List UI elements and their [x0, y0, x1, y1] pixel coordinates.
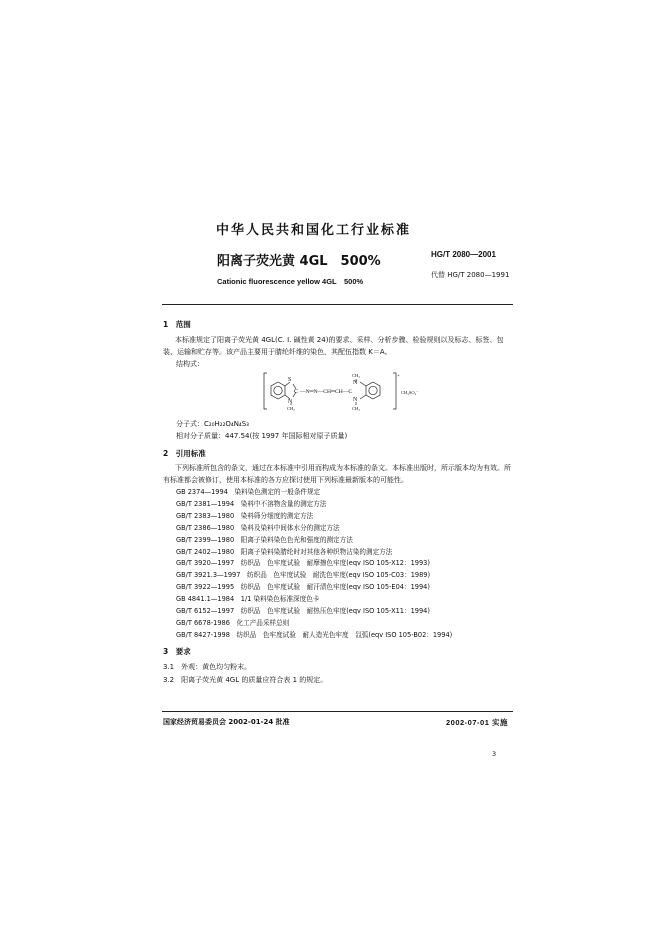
implementation-date: 2002-07-01 实施	[446, 718, 508, 727]
reference-item: GB/T 2402—1980 阳离子染料染腈纶时对其他各种织物沾染的测定方法	[176, 547, 393, 556]
structure-anion: CH₃SO₄⁻	[401, 390, 419, 395]
reference-item: GB/T 2399—1980 阳离子染料染色色光和强度的测定方法	[176, 535, 353, 544]
header-divider	[162, 304, 513, 305]
title-cn: 阳离子荧光黄 4GL 500%	[217, 254, 381, 269]
title-en: Cationic fluorescence yellow 4GL 500%	[217, 277, 364, 286]
reference-item: GB/T 3920—1997 纺织品 色牢度试验 耐摩擦色牢度(eqv ISO 105-X12：1993)	[176, 559, 430, 568]
reference-item: GB/T 6152—1997 纺织品 色牢度试验 耐热压色牢度(eqv ISO 105-X11：1994)	[176, 607, 430, 616]
requirement-3-2: 3.2 阳离子荧光黄 4GL 的质量应符合表 1 的规定。	[163, 676, 328, 684]
structure-n-atom-right: N	[353, 397, 358, 403]
reference-item: GB/T 3922—1995 纺织品 色牢度试验 耐汗渍色牢度(eqv ISO 105-E04：1994)	[176, 583, 430, 592]
section2-intro: 下列标准所包含的条文，通过在本标准中引用而构成为本标准的条文。本标准出版时，所示版本均为有效。所有标准都会被修订，使用本标准的各方应探讨使用下列标准最新版本的可能性。	[163, 464, 511, 484]
structure-charge: +	[397, 374, 400, 379]
reference-item: GB/T 8427-1998 纺织品 色牢度试验 耐人造光色牢度 氙弧(eqv ISO 105-B02：1994)	[176, 630, 453, 639]
structure-n-atom-right-top: N	[353, 380, 358, 386]
reference-item: GB/T 2383—1980 染料筛分细度的测定方法	[176, 511, 314, 520]
structure-c-atom-left: C	[294, 389, 299, 395]
requirement-3-1: 3.1 外观：黄色均匀粉末。	[163, 663, 252, 671]
reference-item: GB/T 2381—1994 染料中不溶物含量的测定方法	[176, 499, 327, 508]
footer-divider	[162, 711, 513, 712]
structure-chain: —N═N—CH═CH—C	[300, 389, 353, 395]
reference-list	[176, 487, 452, 642]
reference-item: GB/T 3921.3—1997 纺织品 色牢度试验 耐洗色牢度(eqv ISO 105-C03：1989)	[176, 571, 431, 580]
reference-item: GB 2374—1994 染料染色测定的一般条件规定	[176, 488, 321, 496]
reference-item: GB/T 6678-1986 化工产品采样总则	[176, 618, 290, 627]
structure-label: 结构式：	[176, 360, 204, 368]
standard-code: HG/T 2080—2001	[431, 250, 496, 259]
structure-ch3-right: CH₃	[352, 406, 360, 411]
standard-type: 中华人民共和国化工行业标准	[216, 223, 412, 238]
structure-n-atom-left: N	[288, 399, 293, 405]
structure-s-atom: S	[288, 377, 292, 383]
structure-diagram	[264, 368, 419, 414]
approval-date: 国家经济贸易委员会 2002-01-24 批准	[163, 718, 290, 726]
section1-paragraph: 本标准规定了阳离子荧光黄 4GL(C. I. 碱性黄 24)的要求、采样、分析步骤、检验规则以及标志、标签、包装、运输和贮存等。该产品主要用于腈纶纤维的染色，其配伍指数 K＝A。	[163, 336, 504, 356]
structure-ch3-top: CH₃	[352, 373, 360, 378]
section3-heading: 3 要求	[163, 647, 191, 656]
replaces-note: 代替 HG/T 2080—1991	[431, 271, 510, 279]
molecular-mass: 相对分子质量：447.54(按 1997 年国际相对原子质量)	[176, 432, 348, 440]
reference-item: GB 4841.1—1984 1/1 染料染色标准深度色卡	[176, 595, 320, 604]
molecular-formula: 分子式：C₂₀H₂₂O₄N₄S₃	[176, 420, 249, 428]
section1-heading: 1 范围	[163, 320, 191, 329]
reference-item: GB/T 2386—1980 染料及染料中间体水分的测定方法	[176, 523, 340, 532]
section2-heading: 2 引用标准	[163, 449, 206, 458]
structure-ch3-left: CH₃	[287, 406, 295, 411]
page-number: 3	[492, 750, 497, 758]
